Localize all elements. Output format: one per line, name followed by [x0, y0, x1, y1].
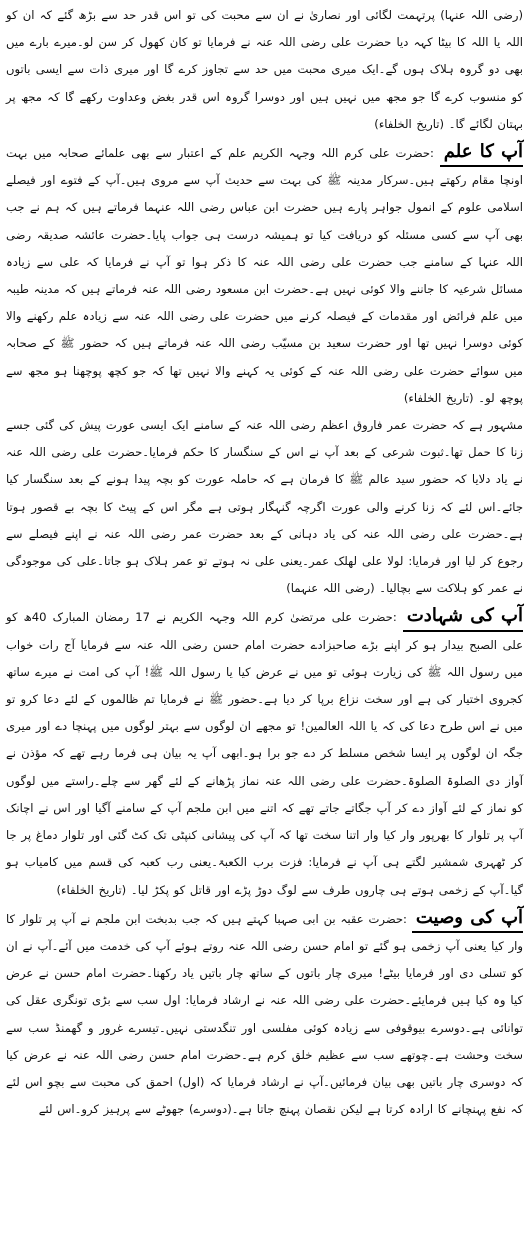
paragraph-text: مشہور ہے کہ حضرت عمر فاروق اعظم رضی اللہ عنہ کے سامنے ایک ایسی عورت پیش کی گئی جسے زنا کا حمل تھا۔ثبوت شرعی کے بعد آپ نے اس کے سنگسار کا حکم فرمایا۔حضرت علی رضی اللہ عنہ نے یاد دلایا کہ حضور سید عالم ﷺ کا فرمان ہے کہ حاملہ عورت کو بچہ پیدا ہونے کے بعد سنگسار کیا جائے۔اس لئے کہ زنا کرنے والی عورت اگرچہ گنہگار ہوتی ہے مگر اس کے پیٹ کا بچہ بے قصور ہوتا ہے۔حضرت علی رضی اللہ عنہ کی یاد دہانی کے بعد حضرت عمر رضی اللہ عنہ نے اپنے فیصلے سے رجوع کر لیا اور فرمایا: لولا علی لھلک عمر۔یعنی علی نہ ہوتے تو عمر ہلاک ہو جاتا۔علی کی موجودگی نے عمر کو ہلاکت سے بچالیا۔: [6, 418, 523, 596]
section-heading-knowledge: آپ کا علم: [440, 138, 523, 167]
paragraph-intro: [6, 2, 523, 138]
paragraph-text: :حضرت علی کرم اللہ وجہہ الکریم علم کے اعتبار سے بھی علمائے صحابہ میں بہت اونچا مقام رکھتے ہیں۔سرکار مدینہ ﷺ کی بہت سے حدیث آپ سے مروی ہیں۔آپ کے فتوے اور فیصلے اسلامی علوم کے انمول جواہر پارے ہیں حضرت ابن عباس رضی اللہ عنہما فرماتے ہیں کہ ہم نے جب بھی آپ سے کسی مسئلہ کو دریافت کیا تو ہمیشہ درست ہی جواب پایا۔حضرت عائشہ صدیقہ رضی اللہ عنہا کے سامنے جب حضرت علی رضی اللہ عنہ کا ذکر ہوا تو آپ نے فرمایا کہ علی سے زیادہ مسائل شرعیہ کا جاننے والا کوئی نہیں ہے۔حضرت ابن مسعود رضی اللہ عنہ فرماتے ہیں کہ مدینہ طیبہ میں علم فرائض اور مقدمات کے فیصلہ کرنے میں حضرت علی رضی اللہ عنہ سے زیادہ علم رکھنے والا کوئی دوسرا نہیں تھا اور حضرت سعید بن مسیّب رضی اللہ عنہ فرماتے ہیں کہ حضور ﷺ کے صحابہ میں سوائے حضرت علی رضی اللہ عنہ کے کوئی یہ کہنے والا نہیں تھا کہ جو کچھ پوچھنا ہو مجھ سے پوچھ لو۔: [6, 146, 523, 405]
citation: (تاریخ الخلفاء): [374, 116, 445, 131]
paragraph-text: :حضرت علی مرتضیٰ کرم اللہ وجہہ الکریم نے 17 رمضان المبارک 40ھ کو علی الصبح بیدار ہو کر اپنے بڑے صاحبزادے حضرت امام حسن رضی اللہ عنہ سے فرمایا آج رات خواب میں رسول اللہ ﷺ کی زیارت ہوئی تو میں نے عرض کیا یا رسول اللہ ﷺ! آپ کی امت نے میرے ساتھ کجروی اختیار کی ہے اور سخت نزاع برپا کر دیا ہے۔حضور ﷺ نے فرمایا تم ظالموں کے لئے دعا کرو تو میں نے اس طرح دعا کی کہ یا اللہ العالمین! تو مجھے ان لوگوں سے بہتر لوگوں میں پہنچا دے اور میری جگہ ان لوگوں پر ایسا شخص مسلط کر دے جو برا ہو۔ابھی آپ یہ بیان ہی فرما رہے تھے کہ مؤذن نے آواز دی الصلوۃ الصلوۃ۔حضرت علی رضی اللہ عنہ نماز پڑھانے کے لئے گھر سے چلے۔راستے میں لوگوں کو نماز کے لئے آواز دے کر آپ جگاتے جاتے تھے کہ اتنے میں ابن ملجم آپ کے سامنے آگیا اور اس نے اچانک آپ پر تلوار کا بھرپور وار کیا وار اتنا سخت تھا کہ آپ کی پیشانی کنپٹی تک کٹ گئی اور تلوار دماغ پر جا کر ٹھہری شمشیر لگتے ہی آپ نے فرمایا: فزت برب الکعبۃ۔یعنی رب کعبہ کی قسم میں کامیاب ہو گیا۔آپ کے زخمی ہوتے ہی چاروں طرف سے لوگ دوڑ پڑے اور قاتل کو پکڑ لیا۔: [6, 610, 523, 897]
paragraph-knowledge: [6, 138, 523, 412]
citation: (تاریخ الخلفاء): [56, 882, 127, 897]
paragraph-text: (رضی اللہ عنہا) پرتہمت لگائی اور نصاریٰ نے ان سے محبت کی تو اس قدر حد سے بڑھ گئے کہ ان کو اللہ یا اللہ کا بیٹا کہہ دیا حضرت علی رضی اللہ عنہ نے فرمایا تو کان کھول کر سن لو۔میرے بارے میں بھی دو گروہ ہلاک ہوں گے۔ایک میری محبت میں حد سے تجاوز کرے گا اور میری ذات سے ایسی باتوں کو منسوب کرے گا جو مجھ میں نہیں ہیں اور دوسرا گروہ اس قدر بغض وعداوت رکھے گا کہ مجھ پر بہتان لگائے گا۔: [6, 8, 523, 131]
section-heading-will: آپ کی وصیت: [412, 904, 523, 933]
citation: (رضی اللہ عنہما): [286, 581, 375, 596]
citation: (تاریخ الخلفاء): [403, 390, 474, 405]
paragraph-will: [6, 904, 523, 1124]
paragraph-martyrdom: [6, 602, 523, 903]
section-heading-martyrdom: آپ کی شہادت: [403, 602, 523, 631]
paragraph-text: :حضرت عقبہ بن ابی صہبا کہتے ہیں کہ جب بدبخت ابن ملجم نے آپ پر تلوار کا وار کیا یعنی آپ زخمی ہو گئے تو امام حسن رضی اللہ عنہ روتے ہوئے آپ کی خدمت میں آئے۔آپ نے ان کو تسلی دی اور فرمایا بیٹے! میری چار باتوں کے ساتھ چار باتیں یاد رکھنا۔حضرت امام حسن نے عرض کیا وہ کیا ہیں فرمایئے۔حضرت علی رضی اللہ عنہ نے ارشاد فرمایا: اول سب سے بڑی تونگری عقل کی توانائی ہے۔دوسرے بیوقوفی سے زیادہ کوئی مفلسی اور تنگدستی نہیں۔تیسرے غرور و گھمنڈ سب سے سخت وحشت ہے۔چوتھے سب سے عظیم خلق کرم ہے۔حضرت امام حسن رضی اللہ عنہ نے عرض کیا کہ دوسری چار باتیں بھی بیان فرمائیں۔آپ نے ارشاد فرمایا کہ (اول) احمق کی محبت سے بچو اس لئے کہ نفع پہنچانے کا ارادہ کرتا ہے لیکن نقصان پہنچ جاتا ہے۔(دوسرے) جھوٹے سے پرہیز کرو۔اس لئے: [6, 911, 523, 1117]
paragraph-umar-ruling: [6, 412, 523, 602]
